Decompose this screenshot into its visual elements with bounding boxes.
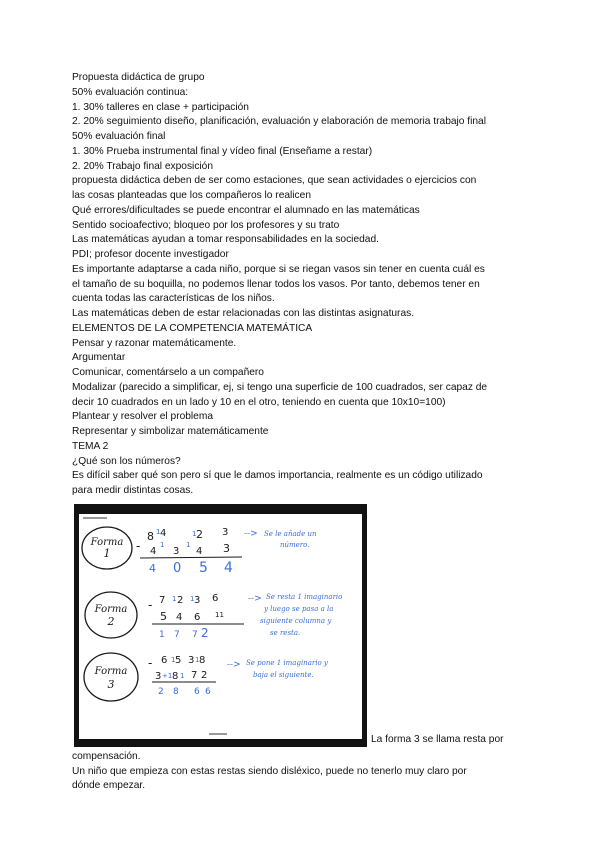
handwritten-subtraction-image [74, 504, 367, 747]
footer-mark [209, 733, 227, 735]
text-line: Modalizar (parecido a simplificar, ej, si tengo una superficie de 100 cuadrados, ser capaz de [72, 381, 488, 393]
svg-text:6: 6 [205, 686, 211, 697]
svg-text:1: 1 [180, 671, 185, 680]
text-line: Plantear y resolver el problema [72, 411, 213, 423]
svg-text:4: 4 [224, 559, 233, 576]
svg-text:1: 1 [156, 527, 161, 536]
svg-text:1: 1 [172, 594, 177, 603]
svg-text:4: 4 [150, 545, 157, 557]
text-line: Comunicar, comentárselo a un compañero [72, 367, 264, 378]
svg-text:7: 7 [191, 669, 198, 681]
svg-text:8: 8 [199, 654, 206, 666]
text-line: Es importante adaptarse a cada niño, porque si se riegan vasos sin tener en cuenta cuál es [72, 263, 485, 275]
svg-text:0: 0 [173, 560, 182, 576]
svg-text:2: 2 [107, 614, 115, 628]
svg-text:Se resta 1 imaginario: Se resta 1 imaginario [266, 592, 343, 601]
svg-text:6: 6 [161, 654, 168, 666]
svg-text:3: 3 [194, 594, 201, 606]
svg-text:5: 5 [160, 609, 167, 623]
svg-text:3: 3 [223, 541, 230, 555]
svg-text:4: 4 [176, 611, 183, 623]
text-line: Es difícil saber qué son pero sí que le damos importancia, realmente es un código utilizado [72, 470, 483, 482]
svg-text:3: 3 [188, 654, 195, 666]
svg-text:4: 4 [149, 561, 156, 575]
svg-text:4: 4 [196, 545, 203, 557]
svg-text:8: 8 [147, 529, 154, 543]
svg-text:1: 1 [195, 655, 200, 664]
svg-text:y luego se pasa a la: y luego se pasa a la [264, 604, 334, 613]
forma-3-label: Forma [94, 665, 128, 677]
header-mark [83, 517, 107, 519]
svg-text:11: 11 [215, 610, 224, 619]
svg-text:número.: número. [280, 540, 310, 549]
text-line: Las matemáticas ayudan a tomar responsabilidades en la sociedad. [72, 234, 379, 246]
figure-row [72, 504, 532, 750]
text-line: dónde empezar. [72, 780, 146, 792]
text-line: Qué errores/dificultades se puede encontrar el alumnado en las matemáticas [72, 204, 420, 216]
text-line: Sentido socioafectivo; bloqueo por los profesores y su trato [72, 219, 340, 231]
text-line: Un niño que empieza con estas restas siendo disléxico, puede no tenerlo muy claro por [72, 765, 467, 777]
forma-2-label: Forma [94, 603, 128, 615]
svg-text:2: 2 [177, 594, 184, 606]
text-line: el tamaño de su boquilla, no podemos llenar todos los vasos. Por tanto, debemos tener en [72, 278, 480, 290]
text-line: 50% evaluación continua: [72, 86, 189, 98]
text-line: 2. 20% Trabajo final exposición [72, 160, 214, 172]
svg-text:-: - [148, 655, 153, 670]
svg-text:siguiente columna y: siguiente columna y [260, 616, 332, 625]
svg-text:5: 5 [175, 654, 182, 666]
document-page [72, 71, 532, 794]
text-line: propuesta didáctica deben de ser como estaciones, que sean actividades o ejercicios con [72, 175, 477, 187]
svg-text:1: 1 [171, 655, 176, 664]
svg-text:se resta.: se resta. [270, 628, 301, 637]
svg-text:2: 2 [196, 527, 203, 541]
text-line: las cosas planteadas que los compañeros lo realicen [72, 190, 311, 201]
text-line: Propuesta didáctica de grupo [72, 72, 205, 83]
svg-text:1: 1 [186, 540, 191, 549]
svg-text:8: 8 [172, 670, 179, 682]
text-line: 50% evaluación final [72, 131, 166, 142]
svg-text:6: 6 [212, 592, 219, 604]
text-line: ELEMENTOS DE LA COMPETENCIA MATEMÁTICA [72, 322, 313, 334]
svg-text:Se le añade un: Se le añade un [264, 529, 317, 538]
svg-text:3: 3 [222, 526, 229, 538]
svg-text:Se pone 1 imaginario y: Se pone 1 imaginario y [246, 658, 328, 667]
svg-text:1: 1 [159, 629, 165, 640]
svg-text:5: 5 [199, 559, 208, 576]
text-block-before-figure [72, 71, 532, 499]
svg-text:7: 7 [174, 629, 180, 640]
svg-text:1: 1 [160, 540, 165, 549]
text-line: Argumentar [72, 352, 126, 364]
svg-text:6: 6 [194, 686, 200, 697]
text-line: cuenta todas las características de los niños. [72, 293, 275, 305]
svg-text:-->: --> [227, 659, 241, 670]
text-line: Las matemáticas deben de estar relacionadas con las distintas asignaturas. [72, 308, 415, 319]
svg-text:1: 1 [190, 594, 195, 603]
svg-text:2: 2 [158, 686, 164, 697]
svg-text:baja el siguiente.: baja el siguiente. [253, 670, 314, 679]
svg-text:3: 3 [107, 677, 115, 691]
svg-text:-: - [148, 597, 153, 612]
svg-text:2: 2 [201, 669, 208, 681]
svg-text:4: 4 [160, 527, 167, 539]
text-line: PDI; profesor docente investigador [72, 249, 229, 260]
text-block-after-figure [72, 750, 532, 794]
text-line: Representar y simbolizar matemáticamente [72, 426, 269, 437]
svg-text:+1: +1 [162, 671, 173, 680]
svg-text:1: 1 [192, 529, 197, 538]
forma-1-label: Forma [90, 536, 124, 548]
text-line: para medir distintas cosas. [72, 485, 194, 496]
svg-text:-->: --> [248, 593, 262, 604]
svg-text:7: 7 [159, 594, 166, 606]
text-line: 1. 30% talleres en clase + participación [72, 101, 249, 113]
text-line: TEMA 2 [72, 440, 109, 452]
svg-text:1: 1 [103, 546, 111, 560]
svg-text:7: 7 [192, 629, 198, 640]
svg-text:-: - [136, 538, 141, 553]
text-line: decir 10 cuadrados en un lado y 10 en el otro, teniendo en cuenta que 10x10=100) [72, 396, 446, 408]
text-line: compensación. [72, 750, 141, 762]
text-line: ¿Qué son los números? [72, 455, 181, 467]
text-line: 1. 30% Prueba instrumental final y vídeo final (Enseñame a restar) [72, 145, 373, 157]
svg-text:2: 2 [201, 625, 209, 640]
svg-text:6: 6 [194, 611, 201, 623]
svg-text:8: 8 [173, 686, 179, 697]
svg-text:3: 3 [155, 670, 162, 682]
svg-text:-->: --> [244, 528, 258, 539]
text-line: Pensar y razonar matemáticamente. [72, 337, 237, 349]
svg-text:3: 3 [173, 545, 180, 557]
whiteboard-drawing [74, 504, 367, 747]
text-line: 2. 20% seguimiento diseño, planificación, evaluación y elaboración de memoria trabajo final [72, 116, 486, 128]
figure-inline-caption: La forma 3 se llama resta por [371, 733, 504, 745]
